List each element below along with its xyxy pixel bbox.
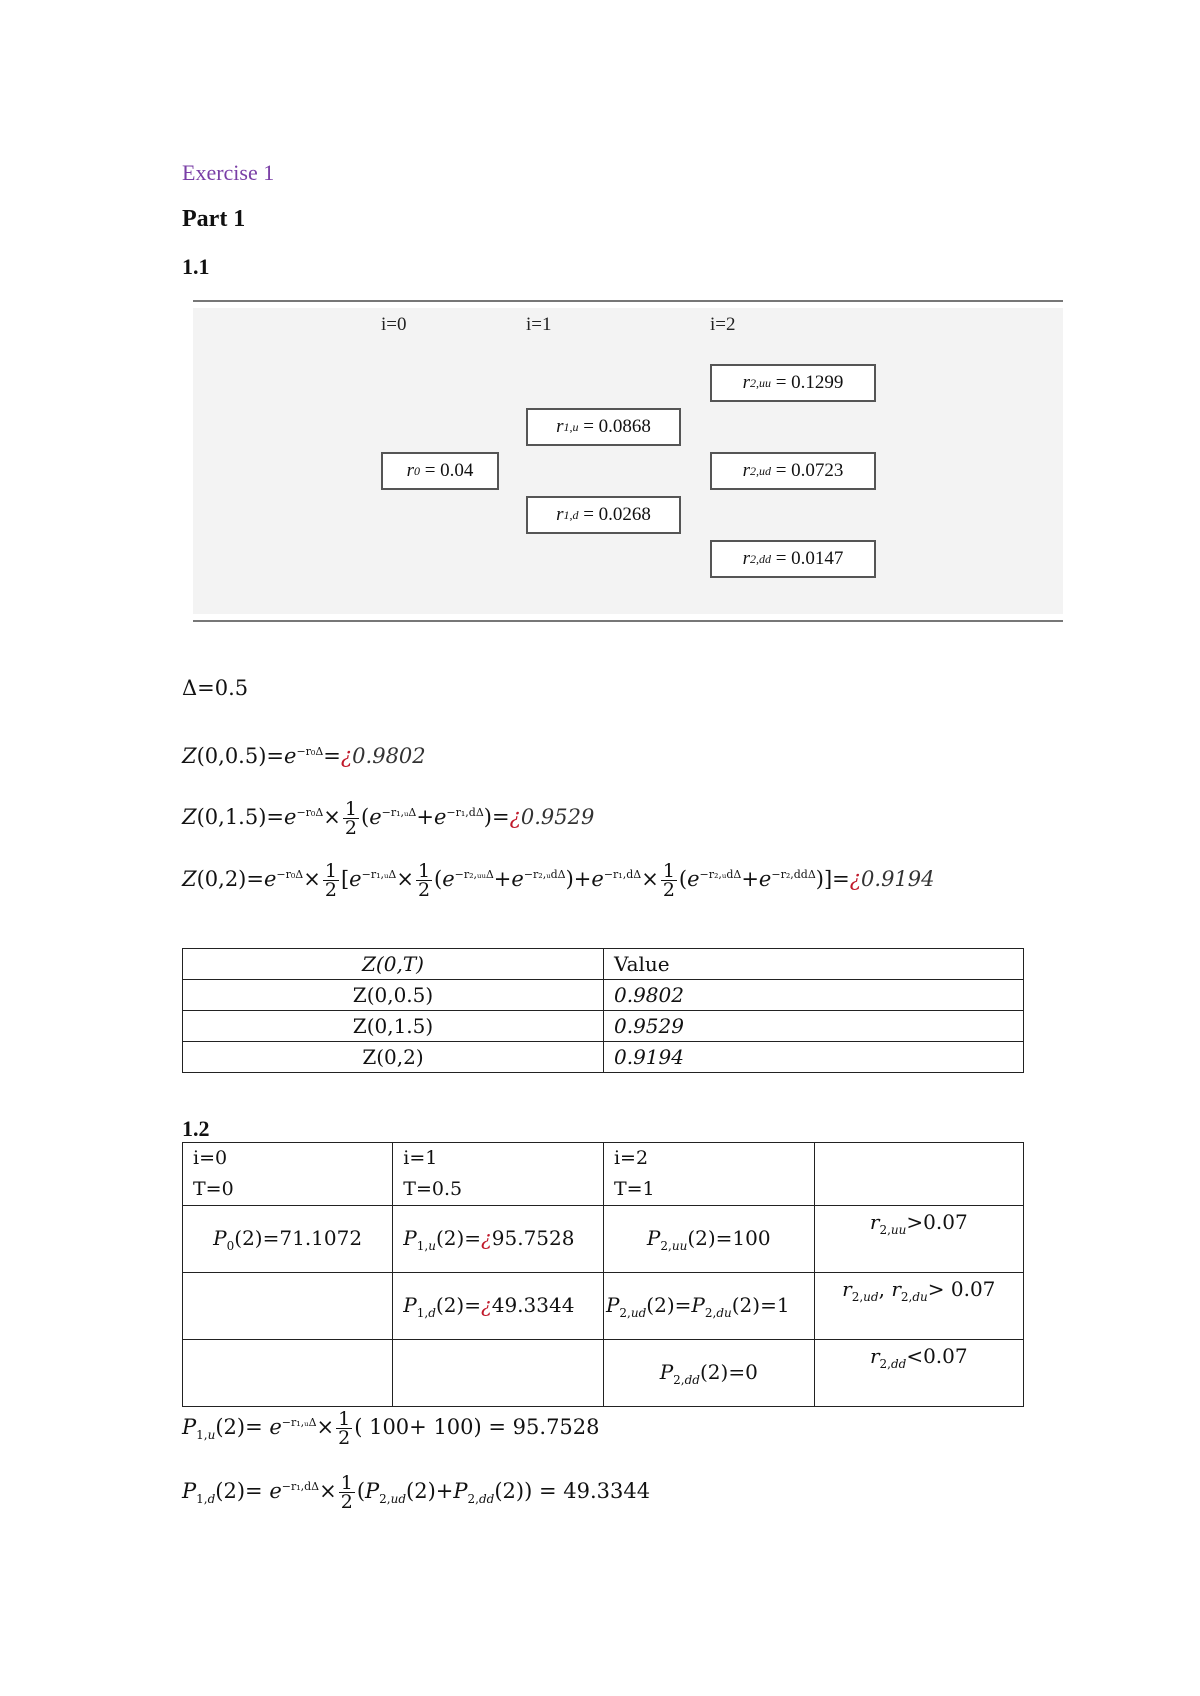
header-cell-zt: Z(0,T) [183,949,604,980]
p1d-result: = 49.3344 [538,1479,651,1503]
table-row [183,1340,1024,1407]
table-row [183,980,1024,1011]
exercise-heading: Exercise 1 [182,160,275,185]
z05-result: 0.9802 [352,744,426,768]
cell-cond-dd: $r_{2,dd}<0.07$ [814,1340,1023,1407]
node-r1d-value: = 0.0268 [583,504,651,525]
table-header-row [183,1143,1024,1206]
equation-z-0-15: $Z(0,1.5)=e^{-r_0\Delta}\times$ $\frac{1}{2}$ $(e^{-r_1,ᵤ\Delta}+e^{-r_1,d\Delta})=¿0.9529$ [182,798,595,839]
cell-p2uu: $P_{2,uu}(2)=100$ [603,1206,814,1273]
section-1-1-heading: 1.1 [182,254,210,279]
node-r0-value: = 0.04 [424,460,474,481]
cell-p2dd: $P_{2,dd}(2)=0$ [603,1340,814,1407]
cell-maturity: Z(0,0.5) [183,980,604,1011]
cell-empty [183,1273,393,1340]
node-r2ud: r 2,ud = 0.0723 [710,452,876,490]
zero-coupon-table [182,948,1024,1073]
header-i0: i=0 T=0 [183,1143,393,1206]
rate-tree-figure [193,300,1063,622]
table-row [183,1011,1024,1042]
equation-z-0-05: $Z(0,0.5)=e^{-r_0\Delta}=¿0.9802$ [182,744,426,768]
bond-price-tree-table [182,1142,1024,1407]
node-r0: r 0 = 0.04 [381,452,499,490]
section-1-2-heading: 1.2 [182,1116,210,1141]
cell-maturity: Z(0,2) [183,1042,604,1073]
cell-value: 0.9194 [604,1042,1024,1073]
node-r1d: r 1,d = 0.0268 [526,496,681,534]
tree-background [193,308,1063,614]
cell-cond-ud: $r_{2,ud}$, $r_{2,du}> 0.07$ [814,1273,1023,1340]
table-row [183,1206,1024,1273]
node-r2uu: r 2,uu = 0.1299 [710,364,876,402]
equation-p1u: $P_{1,u}(2)= e^{-r_1,ᵤ\Delta}\times$ $\frac{1}{2}$ ( 100+ 100) = 95.7528 [182,1408,600,1449]
header-i1: i=1 T=0.5 [393,1143,604,1206]
table-row [183,1042,1024,1073]
cell-value: 0.9802 [604,980,1024,1011]
cell-p2ud: $P_{2,ud}(2)=P_{2,du}(2)=1$ [603,1273,814,1340]
part-heading: Part 1 [182,206,246,232]
z2-result: 0.9194 [861,867,935,891]
node-r2ud-value: = 0.0723 [775,460,844,481]
cell-empty [393,1340,604,1407]
cell-p0: $P_0(2)=71.1072$ [183,1206,393,1273]
cell-value: 0.9529 [604,1011,1024,1042]
node-r2uu-value: = 0.1299 [775,372,844,393]
node-r2dd-value: = 0.0147 [775,548,844,569]
p1u-result: = 95.7528 [488,1415,600,1439]
cell-p1u: $P_{1,u}(2)=¿95.7528$ [393,1206,604,1273]
tree-col-label-i2: i=2 [710,314,736,335]
z15-result: 0.9529 [520,805,595,829]
table-header-row [183,949,1024,980]
tree-col-label-i1: i=1 [526,314,552,335]
node-r2dd: r 2,dd = 0.0147 [710,540,876,578]
table-row [183,1273,1024,1340]
cell-cond-uu: $r_{2,uu}>0.07$ [814,1206,1023,1273]
cell-maturity: Z(0,1.5) [183,1011,604,1042]
header-empty [814,1143,1023,1206]
cell-p1d: $P_{1,d}(2)=¿49.3344$ [393,1273,604,1340]
header-cell-value: Value [604,949,1024,980]
header-i2: i=2 T=1 [603,1143,814,1206]
cell-empty [183,1340,393,1407]
equation-z-0-2: $Z(0,2)=e^{-r_0\Delta}\times$ $\frac{1}{2}$ [$e^{-r_1,ᵤ\Delta}\times$ $\frac{1}{2}$ $(e^{-r_2,ᵤᵤ\Delta}+e^{-r_2,ᵤd\Delta})+e^{-r_1,d\Delta}\times$ $\frac{1}{2}$ $(e^{-r_2,ᵤd\Delta}+e^{-r_2,dd\Delta})]=¿0.9194$ [182,860,935,901]
node-r1u: r 1,u = 0.0868 [526,408,681,446]
node-r1u-value: = 0.0868 [583,416,651,437]
equation-p1d: $P_{1,d}(2)= e^{-r_1,d\Delta}\times$ $\frac{1}{2}$ $(P_{2,ud}(2)+P_{2,dd}(2)) = 49.3344$ [182,1472,651,1513]
tree-col-label-i0: i=0 [381,314,407,335]
delta-definition: Δ=0.5 [182,676,249,700]
